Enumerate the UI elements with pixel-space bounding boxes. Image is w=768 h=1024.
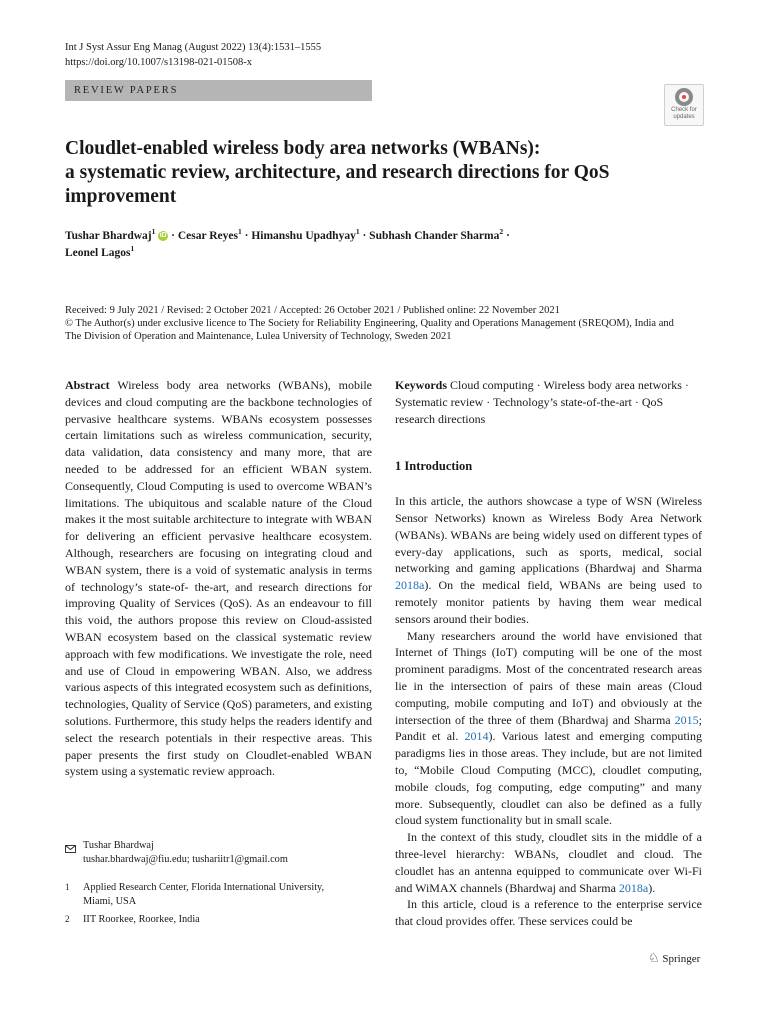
article-title xyxy=(65,137,705,209)
intro-paragraph-2 xyxy=(395,628,702,830)
envelope-icon xyxy=(65,845,76,853)
author-list: Tushar Bhardwaj$^1$ iD · Cesar Reyes$^1$ · Himanshu Upadhyay$^1$ · Subhash Chander Sharma$^2$ · Leonel Lagos$^1$ xyxy=(65,227,510,259)
intro-text: In the context of this study, cloudlet sits in the middle of a three-level hierarchy: WBANs, cloudlet and cloud. The cloudlet has an antenna equipped to communicate over Wi-Fi and WiMAX channels (Bhardwaj and Sharma xyxy=(395,830,702,895)
intro-text: ). On the medical field, WBANs are being used to remotely monitor patients by having them wear medical sensors around their bodies. xyxy=(395,578,702,626)
keywords-paragraph xyxy=(395,377,702,427)
author-name[interactable]: Cesar Reyes xyxy=(177,230,238,242)
intro-text: Many researchers around the world have envisioned that Internet of Things (IoT) computing will be one of the most prominent paradigms. Most of the concentrated research areas lie in the intersection of pairs of these main areas (Cloud computing, mobile computing and IoT) and obviously at the intersection of the three of them (Bhardwaj and Sharma xyxy=(395,628,702,727)
check-updates-label-2: updates xyxy=(673,114,695,120)
author-affiliation: 1 xyxy=(355,227,360,237)
intro-text: In this article, the authors showcase a type of WSN (Wireless Sensor Networks) known as Wireless Body Area Network (WBANs). WBANs are being widely used on different types of every-day applications, such as sports, medical, social networking and gaming applications (Bhardwaj and Sharma xyxy=(395,494,702,576)
journal-citation: Int J Syst Assur Eng Manag (August 2022) 13(4):1531–1555 xyxy=(65,42,322,53)
intro-paragraph-3 xyxy=(395,829,702,896)
section-label: REVIEW PAPERS xyxy=(65,80,372,101)
keywords-text: Cloud computing · Wireless body area networks · Systematic review · Technology’s state-of-the-art · QoS research directions xyxy=(395,378,689,426)
affiliation-1 xyxy=(83,881,324,909)
corresponding-author-note xyxy=(65,842,76,856)
citation-link[interactable]: 2015 xyxy=(674,712,699,727)
abstract-paragraph xyxy=(65,377,372,780)
author-name[interactable]: Leonel Lagos xyxy=(65,247,131,259)
copyright-line-1: © The Author(s) under exclusive licence to The Society for Reliability Engineering, Quality and Operations Management (SREQOM), India and xyxy=(65,318,674,329)
title-line-3: improvement xyxy=(65,186,177,207)
check-updates-label-1: Check for xyxy=(671,107,697,113)
affiliation-1-line-2: Miami, USA xyxy=(83,896,137,907)
copyright-line-2: The Division of Operation and Maintenance, Lulea University of Technology, Sweden 2021 xyxy=(65,331,452,342)
publisher-mark xyxy=(648,951,700,966)
doi-link[interactable]: https://doi.org/10.1007/s13198-021-01508-x xyxy=(65,57,253,68)
affiliation-number-1: 1 xyxy=(65,882,70,892)
orcid-icon[interactable]: iD xyxy=(159,232,167,240)
publisher-name: Springer xyxy=(662,953,701,965)
abstract-label: Abstract xyxy=(65,378,110,392)
affiliation-1-line-1: Applied Research Center, Florida International University, xyxy=(83,882,325,893)
author-affiliation: 2 xyxy=(499,227,504,237)
author-name[interactable]: Tushar Bhardwaj xyxy=(65,230,152,242)
section-heading-introduction: 1 Introduction xyxy=(395,459,473,474)
intro-paragraph-1 xyxy=(395,493,702,627)
affiliation-2: IIT Roorkee, Roorkee, India xyxy=(83,914,200,925)
right-column xyxy=(395,377,702,930)
intro-text: ). Various latest and emerging computing paradigms lies in those areas. They include, but are not limited to, “Mobile Cloud Computing (MCC), cloudlet computing, mobile clouds, fog computing, edge computing” and many more. Subsequently, cloudlet can also be defined as a fully cloud system functionality but in small scale. xyxy=(395,729,702,828)
corresponding-author-block xyxy=(83,839,288,867)
intro-paragraph-4: In this article, cloud is a reference to the enterprise service that cloud provides offer. These services could be xyxy=(395,897,702,929)
citation-link[interactable]: 2018a xyxy=(618,880,649,895)
journal-header xyxy=(65,40,321,70)
corresponding-author-email[interactable]: tushar.bhardwaj@fiu.edu; tushariitr1@gmail.com xyxy=(83,854,288,865)
check-updates-icon xyxy=(675,88,693,106)
springer-horse-icon: ♘ xyxy=(648,951,660,966)
publication-dates: Received: 9 July 2021 / Revised: 2 October 2021 / Accepted: 26 October 2021 / Published online: 22 November 2021 xyxy=(65,305,560,316)
author-affiliation: 1 xyxy=(237,227,242,237)
abstract-section xyxy=(65,377,372,780)
citation-link[interactable]: 2018a xyxy=(395,578,425,593)
title-line-1: Cloudlet-enabled wireless body area networks (WBANs): xyxy=(65,138,541,159)
title-line-2: a systematic review, architecture, and research directions for QoS xyxy=(65,162,610,183)
intro-text: ). xyxy=(648,880,656,895)
keywords-label: Keywords xyxy=(395,378,447,392)
affiliation-number-2: 2 xyxy=(65,914,70,924)
author-name[interactable]: Himanshu Upadhyay xyxy=(251,230,356,242)
author-affiliation: 1 xyxy=(151,227,156,237)
corresponding-author-name: Tushar Bhardwaj xyxy=(83,840,154,851)
author-affiliation: 1 xyxy=(130,244,135,254)
article-history xyxy=(65,304,715,343)
intro-text: ; Pandit et al. xyxy=(395,712,702,744)
check-for-updates-badge[interactable] xyxy=(664,84,704,126)
abstract-text: Wireless body area networks (WBANs), mobile devices and cloud computing are the backbone technologies of pervasive healthcare systems. WBANs ecosystem possesses certain limitations such as wireless communication, security, data validation, data consistency and many more, that are needed to be addressed for an efficient WBAN system. Consequently, Cloud Computing is used to overcome WBAN’s limitations. The ubiquitous and scalable nature of the Cloud makes it the most suitable architecture to integrate with WBAN for delivering an efficient pervasive healthcare ecosystem. Although, researchers are focusing on integrating cloud and WBAN system, there is a void of systematic analysis in terms of technology’s state-of- the-art, and research directions for improving Quality of Services (QoS). As an endeavour to fill this void, the authors propose this review on Cloud-assisted WBAN ecosystem based on the classical systematic review approach with few modifications. We investigate the role, need and use of Cloud in empowering WBAN. Also, we address various aspects of this integrated ecosystem such as definitions, technologies, Quality of Service (QoS) parameters, and existing solutions. Furthermore, this study helps the readers identify and select the research potentials in their respective areas. This paper presents the first study on Cloudlet-enabled WBAN system using a systematic review approach. xyxy=(65,378,372,779)
citation-link[interactable]: 2014 xyxy=(464,729,489,744)
author-name[interactable]: Subhash Chander Sharma xyxy=(369,230,500,242)
